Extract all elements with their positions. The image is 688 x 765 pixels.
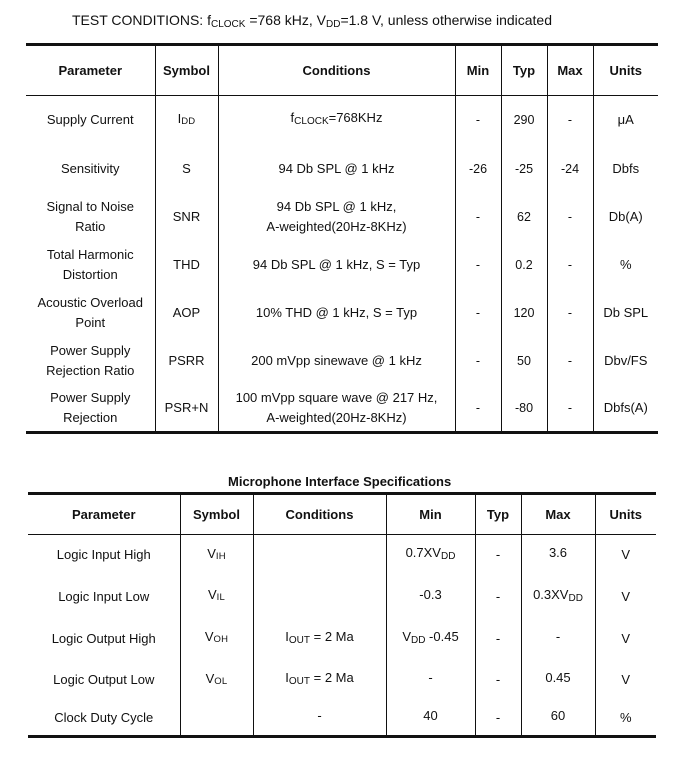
conditions-cell: $f_{CLOCK}=768KHz$	[218, 96, 455, 145]
column-header: Units	[593, 45, 658, 96]
conditions-cell: 94 Db SPL @ 1 kHz, S = Typ	[218, 241, 455, 289]
units-cell: V	[595, 535, 656, 576]
max-cell: -	[547, 193, 593, 241]
table-row	[26, 96, 658, 145]
parameter-cell: Signal to Noise Ratio	[46, 198, 134, 234]
parameter-cell: Power Supply Rejection Ratio	[46, 342, 135, 378]
table-header-row	[26, 45, 658, 96]
microphone-interface-table	[28, 492, 656, 738]
symbol-cell: SNR	[155, 193, 218, 241]
max-cell: -24	[547, 145, 593, 193]
units-cell: V	[595, 618, 656, 660]
column-header: Parameter	[26, 45, 155, 96]
parameter-cell: Total Harmonic Distortion	[46, 246, 134, 282]
typ-cell: 0.2	[501, 241, 547, 289]
max-cell: $0.3XV_{DD}$	[521, 576, 595, 618]
conditions-cell	[253, 535, 386, 576]
symbol-cell: VOL	[180, 660, 253, 701]
electrical-characteristics-table	[26, 43, 658, 434]
typ-cell: -25	[501, 145, 547, 193]
conditions-cell: $I_{OUT} = 2$ Ma	[253, 660, 386, 701]
column-header: Symbol	[155, 45, 218, 96]
table-row	[26, 241, 658, 289]
max-cell: 60	[521, 701, 595, 737]
typ-cell: -	[475, 535, 521, 576]
table-row	[26, 289, 658, 337]
typ-cell: -	[475, 701, 521, 737]
typ-cell: -	[475, 660, 521, 701]
min-cell: -	[455, 385, 501, 433]
conditions-cell: -	[253, 701, 386, 737]
max-cell: 3.6	[521, 535, 595, 576]
units-cell: %	[593, 241, 658, 289]
typ-cell: 62	[501, 193, 547, 241]
typ-cell: -80	[501, 385, 547, 433]
conditions-cell: 10% THD @ 1 kHz, S = Typ	[218, 289, 455, 337]
conditions-cell: $I_{OUT} = 2$ Ma	[253, 618, 386, 660]
parameter-cell: Clock Duty Cycle	[54, 709, 154, 725]
column-header: Conditions	[253, 494, 386, 535]
min-cell: -	[455, 337, 501, 385]
column-header: Conditions	[218, 45, 455, 96]
table-row	[26, 337, 658, 385]
typ-cell: -	[475, 576, 521, 618]
parameter-cell: Sensitivity	[60, 160, 120, 176]
typ-cell: 120	[501, 289, 547, 337]
conditions-cell: 200 mVpp sinewave @ 1 kHz	[218, 337, 455, 385]
min-cell: -26	[455, 145, 501, 193]
min-cell: 40	[386, 701, 475, 737]
max-cell: -	[521, 618, 595, 660]
min-cell: -	[455, 289, 501, 337]
conditions-cell: 100 mVpp square wave @ 217 Hz, A-weighted(20Hz-8KHz)	[218, 385, 455, 433]
symbol-cell: S	[155, 145, 218, 193]
conditions-cell: 94 Db SPL @ 1 kHz	[218, 145, 455, 193]
symbol-cell: PSRR	[155, 337, 218, 385]
min-cell: -	[386, 660, 475, 701]
min-cell: -	[455, 241, 501, 289]
units-cell: μA	[593, 96, 658, 145]
units-cell: Dbv/FS	[593, 337, 658, 385]
column-header: Max	[547, 45, 593, 96]
column-header: Parameter	[28, 494, 180, 535]
max-cell: -	[547, 289, 593, 337]
symbol-cell: VIH	[180, 535, 253, 576]
typ-cell: 290	[501, 96, 547, 145]
max-cell: -	[547, 385, 593, 433]
table-row	[28, 660, 656, 701]
test-conditions: TEST CONDITIONS: $f_{CLOCK} =768$ kHz, $V_{DD}=1.8$ V, unless otherwise indicated	[72, 12, 553, 30]
units-cell: V	[595, 660, 656, 701]
column-header: Min	[455, 45, 501, 96]
column-header: Max	[521, 494, 595, 535]
min-cell: $V_{DD}$ -0.45	[386, 618, 475, 660]
min-cell: -0.3	[386, 576, 475, 618]
symbol-cell: IDD	[155, 96, 218, 145]
table-row	[28, 618, 656, 660]
conditions-cell	[253, 576, 386, 618]
typ-cell: -	[475, 618, 521, 660]
column-header: Typ	[501, 45, 547, 96]
table-row	[28, 701, 656, 737]
max-cell: -	[547, 96, 593, 145]
table-row	[28, 576, 656, 618]
column-header: Min	[386, 494, 475, 535]
table-row	[28, 535, 656, 576]
parameter-cell: Logic Output Low	[53, 672, 155, 687]
table-header-row	[28, 494, 656, 535]
max-cell: -	[547, 241, 593, 289]
symbol-cell: THD	[155, 241, 218, 289]
parameter-cell: Logic Input High	[56, 547, 151, 563]
typ-cell: 50	[501, 337, 547, 385]
conditions-cell: 94 Db SPL @ 1 kHz, A-weighted(20Hz-8KHz)	[218, 193, 455, 241]
symbol-cell: VIL	[180, 576, 253, 618]
units-cell: Db(A)	[593, 193, 658, 241]
parameter-cell: Logic Output High	[51, 630, 156, 646]
column-header: Typ	[475, 494, 521, 535]
units-cell: Dbfs(A)	[593, 385, 658, 433]
parameter-cell: Power Supply Rejection	[50, 389, 131, 425]
column-header: Units	[595, 494, 656, 535]
parameter-cell: Logic Input Low	[58, 588, 150, 604]
min-cell: -	[455, 96, 501, 145]
table-row	[26, 145, 658, 193]
table-row	[26, 385, 658, 433]
units-cell: Dbfs	[593, 145, 658, 193]
section-title: Microphone Interface Specifications	[228, 474, 452, 489]
max-cell: -	[547, 337, 593, 385]
max-cell: 0.45	[521, 660, 595, 701]
symbol-cell: PSR+N	[155, 385, 218, 433]
symbol-cell: AOP	[155, 289, 218, 337]
units-cell: Db SPL	[593, 289, 658, 337]
min-cell: -	[455, 193, 501, 241]
parameter-cell: Acoustic Overload Point	[37, 294, 143, 330]
column-header: Symbol	[180, 494, 253, 535]
symbol-cell	[180, 701, 253, 737]
min-cell: $0.7XV_{DD}$	[386, 535, 475, 576]
units-cell: %	[595, 701, 656, 737]
parameter-cell: Supply Current	[46, 112, 134, 128]
table-row	[26, 193, 658, 241]
symbol-cell: VOH	[180, 618, 253, 660]
units-cell: V	[595, 576, 656, 618]
